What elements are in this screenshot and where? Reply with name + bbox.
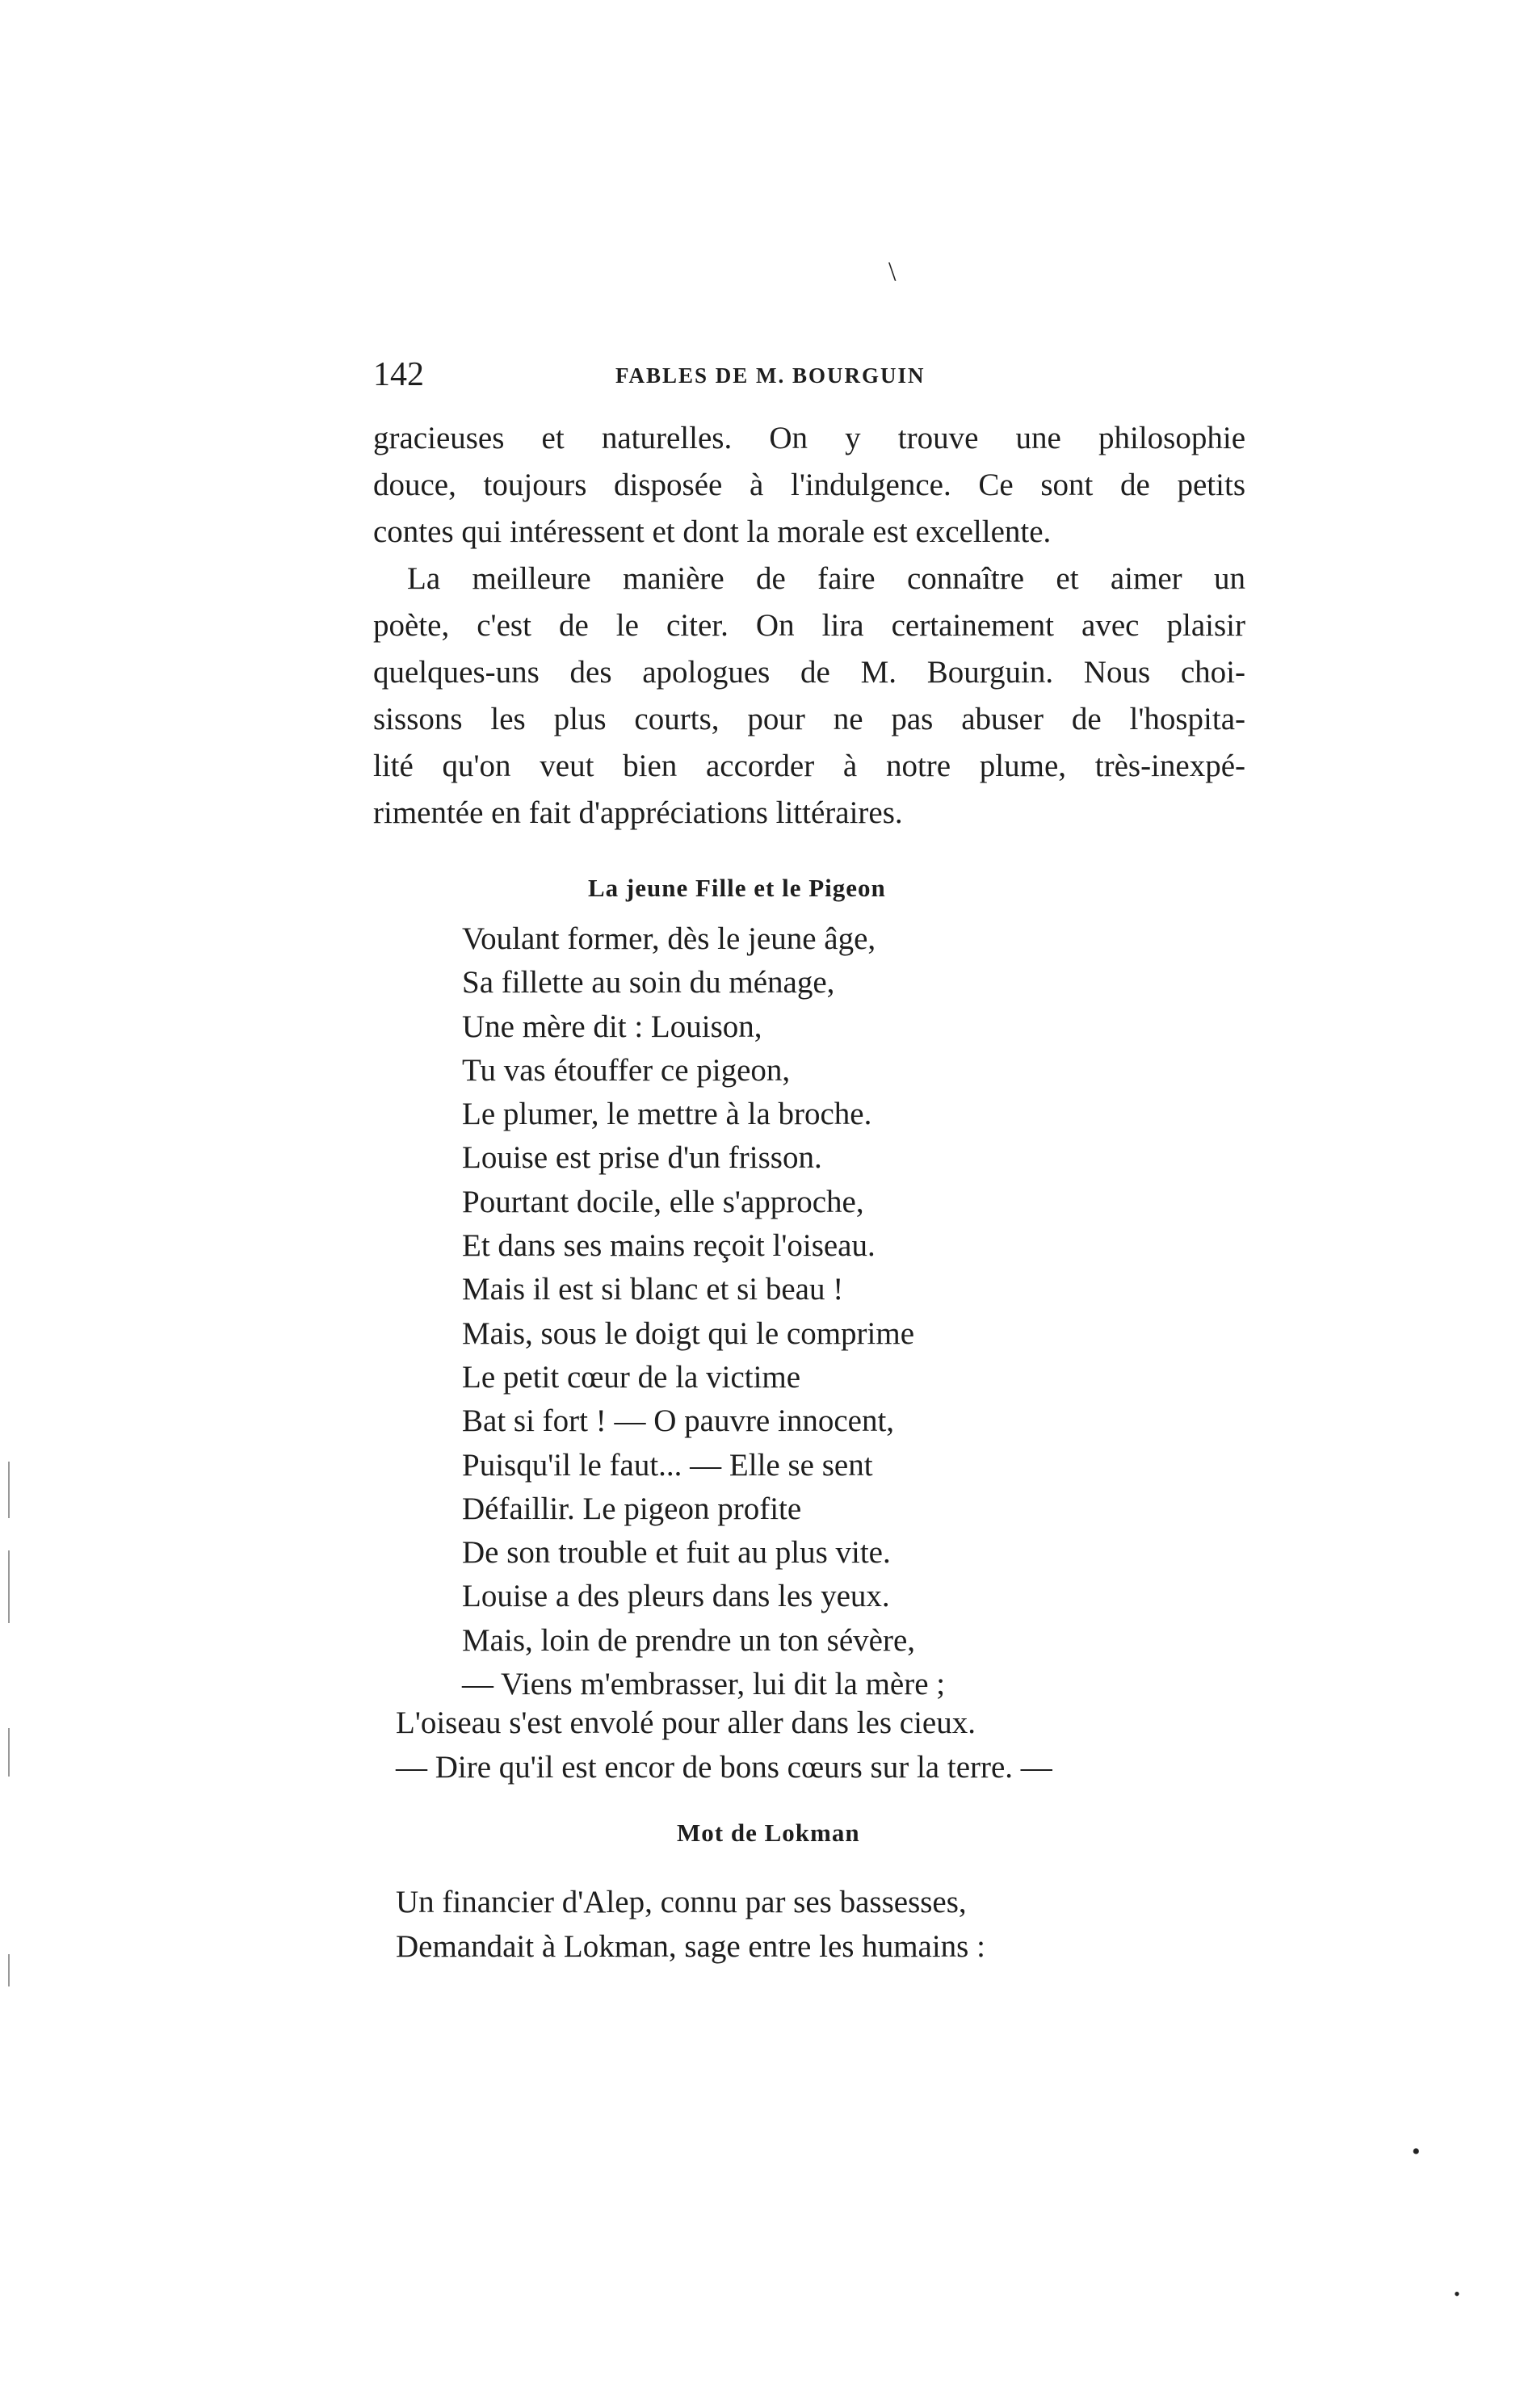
running-title: FABLES DE M. BOURGUIN	[615, 363, 926, 388]
prose-line: douce, toujours disposée à l'indulgence. Ce sont de petits	[373, 468, 1245, 502]
verse-line: Un financier d'Alep, connu par ses bassesses,	[396, 1885, 967, 1919]
verse-line: Une mère dit : Louison,	[462, 1009, 762, 1044]
verse-line: Et dans ses mains reçoit l'oiseau.	[462, 1228, 876, 1264]
verse-line: Le plumer, le mettre à la broche.	[462, 1097, 872, 1132]
verse-line: — Dire qu'il est encor de bons cœurs sur la terre. —	[396, 1750, 1052, 1785]
fable-title: La jeune Fille et le Pigeon	[588, 874, 886, 902]
verse-line: Le petit cœur de la victime	[462, 1359, 801, 1395]
prose-line: La meilleure manière de faire connaître et aimer un	[407, 561, 1245, 596]
page-number: 142	[373, 356, 424, 393]
fable-verse	[396, 1880, 985, 1969]
verse-line: Défaillir. Le pigeon profite	[462, 1491, 802, 1526]
verse-line: Voulant former, dès le jeune âge,	[462, 921, 876, 956]
verse-line: — Viens m'embrasser, lui dit la mère ;	[462, 1667, 946, 1702]
ink-spot: •	[1412, 2138, 1421, 2165]
stray-mark: \	[888, 257, 897, 287]
verse-line: Puisqu'il le faut... — Elle se sent	[462, 1447, 873, 1483]
prose-line: contes qui intéressent et dont la morale est excellente.	[373, 514, 1052, 549]
page-header	[373, 355, 987, 404]
fable-verse	[462, 917, 945, 1706]
verse-line: Demandait à Lokman, sage entre les humains :	[396, 1929, 985, 1964]
ink-spot: •	[1454, 2284, 1460, 2304]
verse-line: De son trouble et fuit au plus vite.	[462, 1535, 891, 1571]
prose-line: quelques-uns des apologues de M. Bourguin. Nous choi-	[373, 655, 1245, 690]
margin-mark	[8, 1728, 10, 1777]
margin-mark	[8, 1550, 10, 1623]
prose-line: poète, c'est de le citer. On lira certainement avec plaisir	[373, 608, 1245, 643]
verse-line: L'oiseau s'est envolé pour aller dans les cieux.	[396, 1705, 976, 1740]
prose-line: lité qu'on veut bien accorder à notre plume, très-inexpé-	[373, 749, 1245, 783]
fable-title: Mot de Lokman	[677, 1819, 860, 1847]
prose-line: sissons les plus courts, pour ne pas abuser de l'hospita-	[373, 702, 1245, 736]
verse-line: Mais, sous le doigt qui le comprime	[462, 1315, 915, 1351]
fable-closing	[396, 1701, 1052, 1789]
verse-line: Bat si fort ! — O pauvre innocent,	[462, 1403, 895, 1439]
verse-line: Mais il est si blanc et si beau !	[462, 1272, 844, 1307]
prose-line: rimentée en fait d'appréciations littéraires.	[373, 795, 903, 830]
verse-line: Sa fillette au soin du ménage,	[462, 965, 835, 1001]
prose-line: gracieuses et naturelles. On y trouve une philosophie	[373, 421, 1245, 455]
margin-mark	[8, 1462, 10, 1518]
verse-line: Tu vas étouffer ce pigeon,	[462, 1052, 791, 1088]
verse-line: Louise a des pleurs dans les yeux.	[462, 1579, 890, 1614]
verse-line: Mais, loin de prendre un ton sévère,	[462, 1622, 916, 1658]
verse-line: Louise est prise d'un frisson.	[462, 1140, 822, 1176]
verse-line: Pourtant docile, elle s'approche,	[462, 1184, 864, 1219]
prose-block	[373, 415, 1245, 837]
margin-mark	[8, 1954, 10, 1986]
